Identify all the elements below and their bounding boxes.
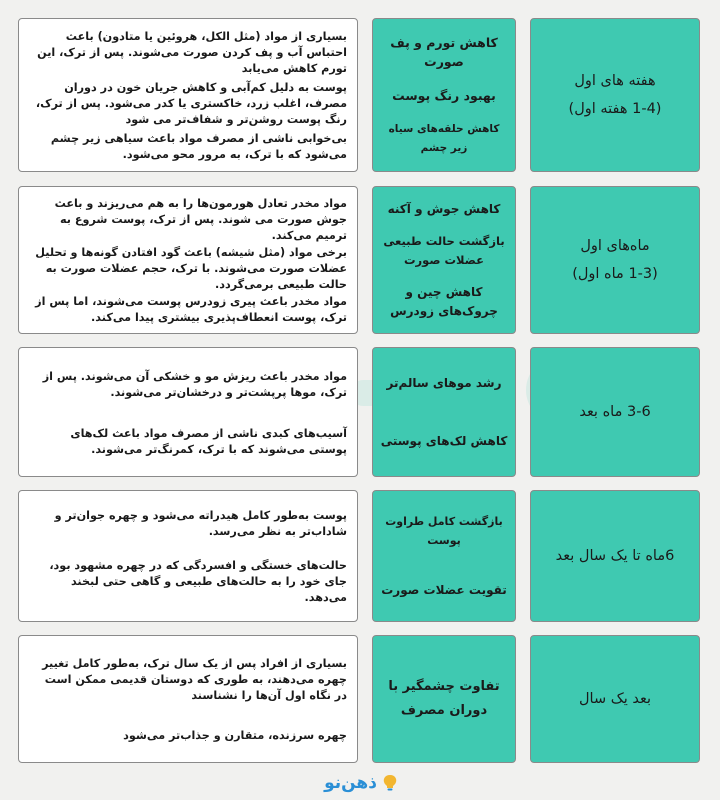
effect-item: تقویت عضلات صورت <box>381 582 507 597</box>
table-row <box>18 18 700 172</box>
description-text: مواد مخدر باعث ریزش مو و خشکی آن می‌شوند. پس از ترک، موها پرپشت‌تر و درخشان‌تر می‌شوند. <box>42 369 347 399</box>
description-text: پوست به دلیل کم‌آبی و کاهش جریان خون در دوران مصرف، اغلب زرد، خاکستری یا کدر می‌شود. پس از ترک، رنگ پوست روشن‌تر و شفاف‌تر می شود <box>35 80 347 126</box>
effect-item: کاهش تورم و پف صورت <box>390 34 498 69</box>
period-cell <box>530 347 700 477</box>
description-text: آسیب‌های کبدی ناشی از مصرف مواد باعث لک‌های پوستی می‌شوند که با ترک، کمرنگ‌تر می‌شوند. <box>70 426 347 456</box>
description-cell <box>18 490 358 622</box>
effects-cell <box>372 490 516 622</box>
effects-cell <box>372 18 516 172</box>
effect-item: بازگشت حالت طبیعی عضلات صورت <box>383 233 505 267</box>
period-range: (1-3 ماه اول) <box>572 266 658 282</box>
effect-item: کاهش چین و چروک‌های زودرس <box>390 284 498 318</box>
effects-cell <box>372 186 516 334</box>
period-title: 3-6 ماه بعد <box>579 404 651 420</box>
description-text: مواد مخدر باعث پیری زودرس پوست می‌شوند، اما پس از ترک، پوست انعطاف‌پذیری بیشتری پیدا می‌کند. <box>35 295 347 325</box>
description-text: مواد مخدر تعادل هورمون‌ها را به هم می‌ریزند و باعث جوش صورت می شوند. پس از ترک، پوست شروع به ترمیم می‌کند. <box>54 196 347 242</box>
table-row <box>18 186 700 334</box>
period-cell <box>530 490 700 622</box>
period-cell <box>530 635 700 763</box>
period-range: (1-4 هفته اول) <box>568 101 662 117</box>
table-row <box>18 490 700 622</box>
period-title: بعد یک سال <box>579 691 651 707</box>
description-cell <box>18 635 358 763</box>
effect-item: رشد موهای سالم‌تر <box>386 375 502 390</box>
description-cell <box>18 186 358 334</box>
effect-item: کاهش لک‌های پوستی <box>380 433 508 448</box>
effect-item: تفاوت چشمگیر با دوران مصرف <box>388 679 500 718</box>
effect-item: کاهش جوش و آکنه <box>387 201 501 216</box>
brain-bulb-icon <box>380 773 400 793</box>
period-title: هفته های اول <box>574 73 656 89</box>
effects-cell <box>372 635 516 763</box>
description-text: بسیاری از مواد (مثل الکل، هروئین یا متادون) باعث احتباس آب و پف کردن صورت می‌شوند. پس از ترک، این تورم کاهش می‌یابد <box>37 29 347 75</box>
description-text: برخی مواد (مثل شیشه) باعث گود افتادن گونه‌ها و تحلیل عضلات صورت می‌شوند. با ترک، حجم عضلات صورت به حالت طبیعی برمی‌گردد. <box>35 245 347 291</box>
description-cell <box>18 347 358 477</box>
description-text: بسیاری از افراد پس از یک سال ترک، به‌طور کامل تغییر چهره می‌دهند، به طوری که دوستان قدیمی ممکن است در نگاه اول آن‌ها را نشناسند <box>42 657 347 702</box>
effect-item: کاهش حلقه‌های سیاه زیر چشم <box>388 122 500 154</box>
table-row <box>18 347 700 477</box>
table-row <box>18 635 700 763</box>
effects-cell <box>372 347 516 477</box>
description-text: چهره سرزنده، متقارن و جذاب‌تر می‌شود <box>123 729 347 742</box>
description-cell <box>18 18 358 172</box>
period-title: 6ماه تا یک سال بعد <box>555 548 675 564</box>
description-text: حالت‌های خستگی و افسردگی که در چهره مشهود بود، جای خود را به حالت‌های طبیعی و گاهی حتی لبخند می‌دهد. <box>49 559 347 604</box>
period-cell <box>530 186 700 334</box>
effect-item: بهبود رنگ پوست <box>392 87 496 103</box>
brand-logo <box>324 770 400 796</box>
description-text: بی‌خوابی ناشی از مصرف مواد باعث سیاهی زیر چشم می‌شود که با ترک، به مرور محو می‌شود. <box>50 132 347 162</box>
description-text: پوست به‌طور کامل هیدراته می‌شود و چهره جوان‌تر و شاداب‌تر به نظر می‌رسد. <box>54 509 347 538</box>
period-cell <box>530 18 700 172</box>
logo-text: ذهن‌نو <box>324 773 377 793</box>
period-title: ماه‌های اول <box>580 238 650 254</box>
effect-item: بازگشت کامل طراوت پوست <box>385 515 503 548</box>
